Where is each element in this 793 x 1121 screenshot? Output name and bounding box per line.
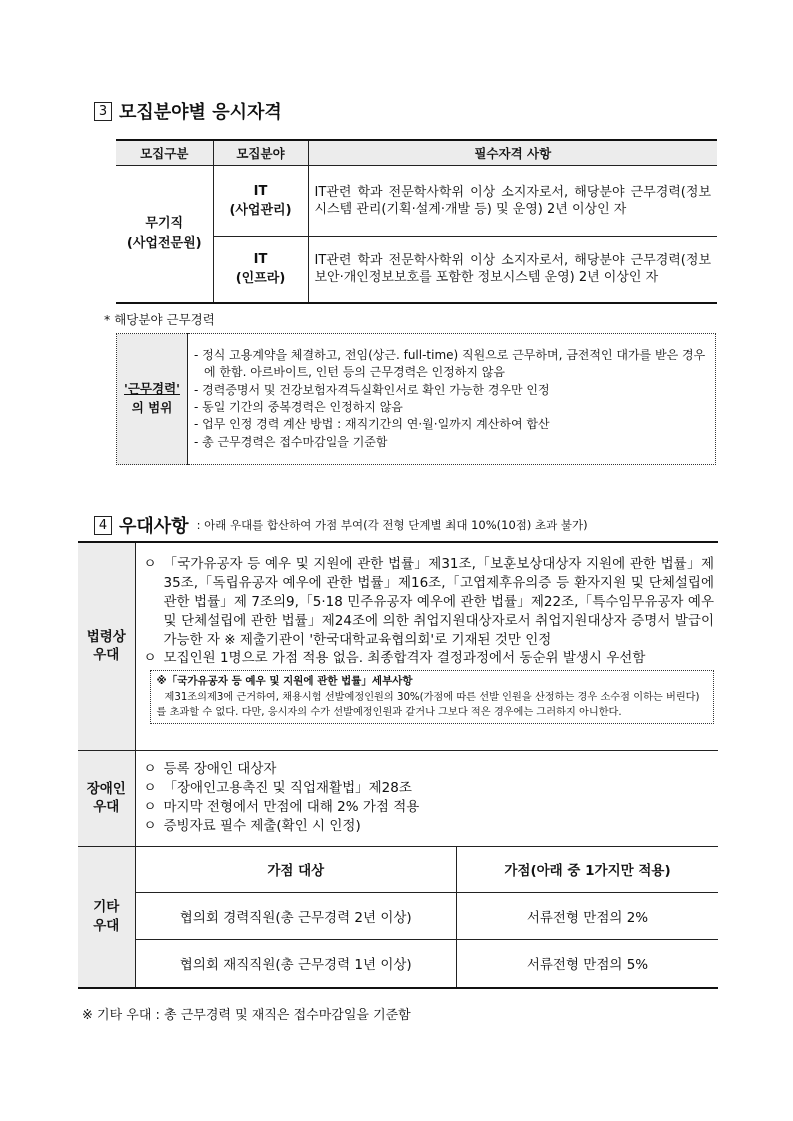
section-title-text: 우대사항 — [119, 516, 189, 537]
scope-item: - 정식 고용계약을 체결하고, 전임(상근. full-time) 직원으로 근무하며, 금전적인 대가를 받은 경우에 한함. 아르바이트, 인턴 등의 근무경력은 인정하지 않음 — [194, 347, 706, 380]
bullet-mark: ㅇ — [143, 556, 157, 572]
header-field: 모집분야 — [213, 140, 308, 166]
etc-pref-content — [135, 846, 718, 988]
scope-item: - 동일 기간의 중복경력은 인정하지 않음 — [194, 400, 403, 414]
career-scope-label-2: 의 범위 — [131, 400, 173, 415]
recruit-group: 무기직 (사업전문원) — [116, 166, 213, 303]
section-3-title — [94, 98, 282, 124]
preference-table — [78, 541, 718, 989]
etc-header-target: 가점 대상 — [136, 847, 457, 893]
career-scope-label — [117, 334, 188, 465]
scope-item: - 업무 인정 경력 계산 방법 : 재직기간의 연·월·일까지 계산하여 합산 — [194, 417, 550, 432]
disabled-item — [144, 817, 711, 836]
section-title-text: 모집분야별 응시자격 — [119, 102, 282, 123]
bullet-mark: ㅇ — [143, 650, 157, 667]
legal-pref-content — [135, 542, 718, 750]
career-scope-list — [188, 334, 716, 465]
legal-note-body: 제31조의제3에 근거하여, 채용시험 선발예정인원의 30%(가점에 따른 선발 인원을 산정하는 경우 소수점 이하는 버린다)를 초과할 수 없다. 다만, 응시자의 수가 선발예정인원과 같거나 그보다 적은 경우에는 그러하지 아니한다. — [156, 691, 700, 719]
etc-pref-label: 기타 우대 — [78, 846, 135, 988]
disabled-item-text: 증빙자료 필수 제출(확인 시 인정) — [163, 817, 361, 834]
header-qualification: 필수자격 사항 — [308, 140, 717, 166]
legal-note-title: ※「국가유공자 등 예우 및 지원에 관한 법률」세부사항 — [156, 675, 413, 688]
etc-row-bonus: 서류전형 만점의 2% — [457, 893, 719, 940]
qual-it-management: IT관련 학과 전문학사학위 이상 소지자로서, 해당분야 근무경력(정보시스템 관리(기획·설계·개발 등) 및 운영) 2년 이상인 자 — [308, 166, 717, 237]
bullet-mark: ㅇ — [143, 817, 157, 834]
qual-it-infra: IT관련 학과 전문학사학위 이상 소지자로서, 해당분야 근무경력(정보보안·개인정보보호를 포함한 정보시스템 운영) 2년 이상인 자 — [308, 237, 717, 303]
section-subtitle: : 아래 우대를 합산하여 가점 부여(각 전형 단계별 최대 10%(10점) 초과 불가) — [196, 518, 588, 532]
field-it-management: IT (사업관리) — [213, 166, 308, 237]
footnote: ※ 기타 우대 : 총 근무경력 및 재직은 접수마감일을 기준함 — [82, 1008, 411, 1023]
etc-row-target: 협의회 재직직원(총 근무경력 1년 이상) — [136, 940, 457, 987]
legal-pref-label: 법령상 우대 — [78, 542, 135, 750]
qualification-table — [116, 139, 717, 304]
etc-row-bonus: 서류전형 만점의 5% — [457, 940, 719, 987]
etc-row-target: 협의회 경력직원(총 근무경력 2년 이상) — [136, 893, 457, 940]
legal-item-text: 「국가유공자 등 예우 및 지원에 관한 법률」제31조,「보훈보상대상자 지원에 관한 법률」제35조,「독립유공자 예우에 관한 법률」제16조,「고엽제후유의증 등 환자지원 및 단체설립에 관한 법률」제 7조의9,「5·18 민주유공자 예우에 관한 법률」제22조,「특수임무유공자 예우 및 단체설립에 관한 법률」제24조에 의한 취업지원대상자로서 취업지원대상자 증명서 발급이 가능한 자 ※ 제출기관이 '한국대학교육협의회'로 기재된 것만 인정 — [163, 556, 714, 648]
legal-item — [144, 555, 715, 649]
disabled-item — [144, 760, 711, 779]
scope-item: - 경력증명서 및 건강보험자격득실확인서로 확인 가능한 경우만 인정 — [194, 382, 550, 397]
disabled-item — [144, 798, 711, 817]
disabled-pref-content — [135, 750, 718, 846]
field-it-infra: IT (인프라) — [213, 237, 308, 303]
disabled-pref-label: 장애인 우대 — [78, 750, 135, 846]
scope-item: - 총 근무경력은 접수마감일을 기준함 — [194, 434, 388, 449]
bullet-mark: ㅇ — [143, 761, 157, 778]
disabled-item-text: 등록 장애인 대상자 — [163, 761, 277, 778]
career-scope-box — [116, 333, 716, 465]
career-scope-label-1: '근무경력' — [124, 381, 180, 397]
disabled-item-text: 마지막 전형에서 만점에 대해 2% 가점 적용 — [163, 799, 420, 815]
section-number-box: 3 — [94, 102, 112, 121]
etc-header-bonus: 가점(아래 중 1가지만 적용) — [457, 847, 719, 893]
legal-item-text: 모집인원 1명으로 가점 적용 없음. 최종합격자 결정과정에서 동순위 발생시 우선함 — [163, 650, 646, 667]
header-category: 모집구분 — [116, 140, 213, 166]
career-note-heading: * 해당분야 근무경력 — [104, 312, 215, 327]
bullet-mark: ㅇ — [143, 799, 157, 815]
disabled-item-text: 「장애인고용촉진 및 직업재활법」제28조 — [163, 780, 412, 797]
bullet-mark: ㅇ — [143, 780, 157, 797]
section-number-box: 4 — [94, 516, 112, 535]
etc-bonus-table — [136, 847, 719, 987]
legal-detail-note — [150, 670, 715, 724]
section-4-title — [94, 512, 588, 538]
disabled-item — [144, 779, 711, 798]
legal-item — [144, 649, 715, 668]
